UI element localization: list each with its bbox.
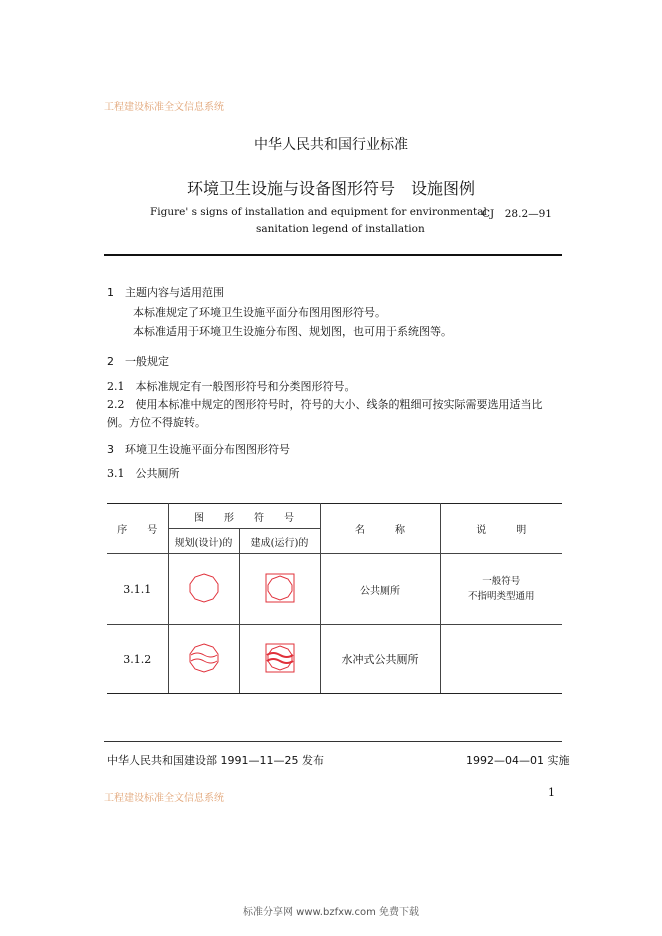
section-3-heading: 3 环境卫生设施平面分布图图形符号 (107, 443, 290, 456)
row-seq: 3.1.1 (107, 554, 168, 625)
table-row (107, 625, 562, 694)
section-1-paragraph-2: 本标准适用于环境卫生设施分布图、规划图，也可用于系统图等。 (133, 325, 452, 338)
header-note: 说 明 (440, 504, 562, 554)
row-name: 水冲式公共厕所 (320, 625, 440, 694)
watermark-top: 工程建设标准全文信息系统 (104, 102, 224, 113)
section-2-heading: 2 一般规定 (107, 355, 169, 368)
clause-2-1: 2.1 本标准规定有一般图形符号和分类图形符号。 (107, 380, 356, 393)
symbol-built-cell (239, 625, 320, 694)
header-name: 名 称 (320, 504, 440, 554)
symbol-built-cell (239, 554, 320, 625)
symbol-planned-cell (168, 625, 239, 694)
page-title: 环境卫生设施与设备图形符号 设施图例 (186, 179, 475, 198)
clause-2-2-line1: 2.2 使用本标准中规定的图形符号时，符号的大小、线条的粗细可按实际需要选用适当比 (107, 398, 543, 411)
symbol-table (107, 503, 562, 694)
flush-toilet-built-icon (264, 642, 296, 674)
table-row (107, 554, 562, 625)
row-name: 公共厕所 (320, 554, 440, 625)
title-en-line1: Figure' s signs of installation and equipment for environmental (150, 206, 487, 218)
site-banner[interactable]: 标准分享网 www.bzfxw.com 免费下载 (243, 907, 419, 918)
row-seq: 3.1.2 (107, 625, 168, 694)
header-seq: 序 号 (107, 504, 168, 554)
standard-code: CJ 28.2—91 (482, 208, 552, 220)
symbol-planned-cell (168, 554, 239, 625)
page-number: 1 (548, 786, 555, 799)
public-toilet-built-icon (264, 572, 296, 604)
header-symbol-group: 图 形 符 号 (168, 504, 320, 529)
section-1-heading: 1 主题内容与适用范围 (107, 286, 224, 299)
row-note-line1: 一般符号 (482, 576, 521, 587)
watermark-bottom: 工程建设标准全文信息系统 (104, 793, 224, 804)
clause-3-1: 3.1 公共厕所 (107, 467, 180, 480)
row-note-line2: 不指明类型通用 (467, 591, 535, 602)
header-built: 建成(运行)的 (239, 529, 320, 554)
header-rule (104, 254, 562, 256)
footer-rule (104, 741, 562, 742)
title-en-line2: sanitation legend of installation (256, 223, 425, 235)
row-note (440, 625, 562, 694)
issuer: 中华人民共和国建设部 1991—11—25 发布 (107, 754, 324, 767)
row-note (440, 554, 562, 625)
standard-type: 中华人民共和国行业标准 (254, 137, 408, 153)
effective-date: 1992—04—01 实施 (466, 754, 570, 767)
section-1-paragraph-1: 本标准规定了环境卫生设施平面分布图用图形符号。 (133, 306, 386, 319)
public-toilet-planned-icon (188, 572, 220, 604)
clause-2-2-line2: 例。方位不得旋转。 (107, 416, 206, 429)
flush-toilet-planned-icon (188, 642, 220, 674)
table-header-row (107, 504, 562, 529)
header-planned: 规划(设计)的 (168, 529, 239, 554)
